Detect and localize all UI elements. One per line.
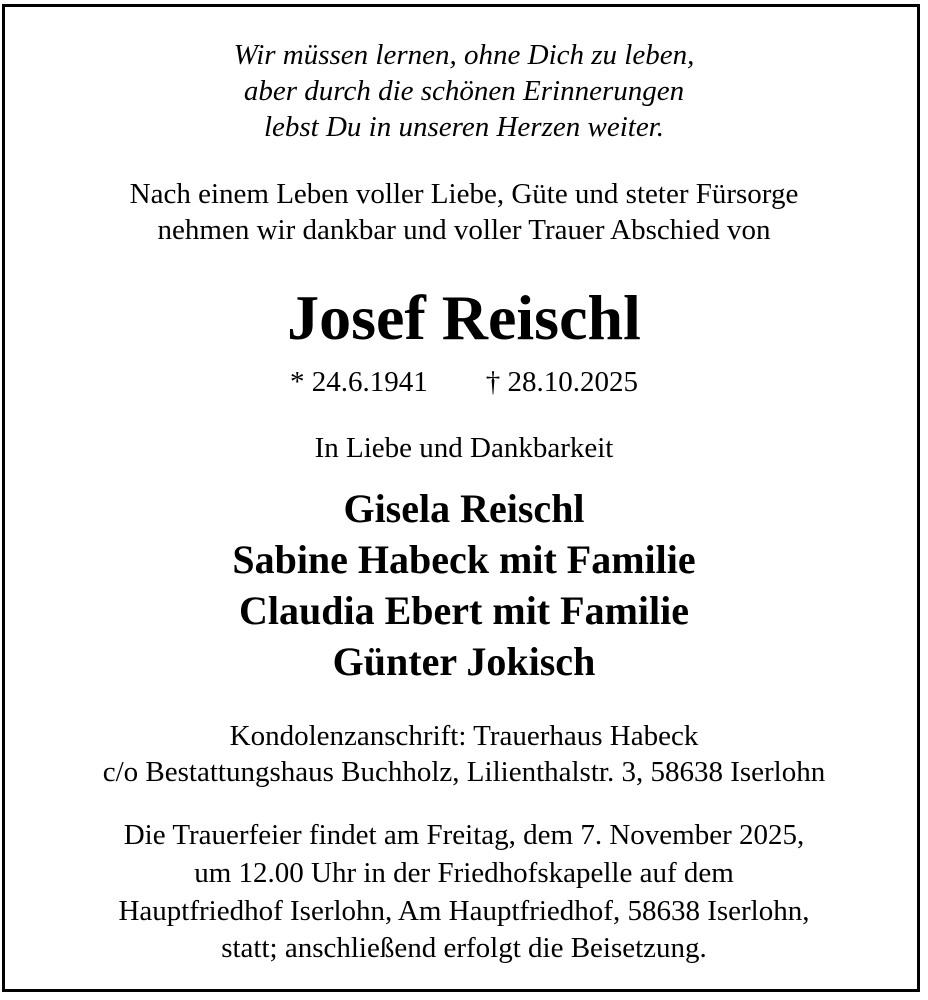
funeral-line-3: Hauptfriedhof Iserlohn, Am Hauptfriedhof, 58638 Iserlohn, <box>118 895 810 927</box>
condolence-line-2: c/o Bestattungshaus Buchholz, Lilienthalstr. 3, 58638 Iserlohn <box>102 756 826 788</box>
deceased-name: Josef Reischl <box>287 282 641 353</box>
birth-date: * 24.6.1941 <box>290 366 428 398</box>
gratitude-line: In Liebe und Dankbarkeit <box>314 432 614 464</box>
condolence-line-1: Kondolenzanschrift: Trauerhaus Habeck <box>229 720 699 752</box>
motto-line-2: aber durch die schönen Erinnerungen <box>243 75 685 107</box>
intro-line-1: Nach einem Leben voller Liebe, Güte und steter Fürsorge <box>129 178 799 210</box>
life-dates <box>0 364 928 400</box>
intro-line-2: nehmen wir dankbar und voller Trauer Abschied von <box>157 214 771 246</box>
mourner-3: Claudia Ebert mit Familie <box>239 588 689 633</box>
motto-line-3: lebst Du in unseren Herzen weiter. <box>263 111 665 143</box>
death-date: † 28.10.2025 <box>485 366 638 398</box>
funeral-line-1: Die Trauerfeier findet am Freitag, dem 7. November 2025, <box>123 819 805 851</box>
mourner-4: Günter Jokisch <box>332 639 596 684</box>
motto-line-1: Wir müssen lernen, ohne Dich zu leben, <box>233 39 695 71</box>
mourner-1: Gisela Reischl <box>343 486 585 531</box>
funeral-line-2: um 12.00 Uhr in der Friedhofskapelle auf dem <box>194 857 734 889</box>
funeral-line-4: statt; anschließend erfolgt die Beisetzung. <box>221 932 707 964</box>
mourner-2: Sabine Habeck mit Familie <box>232 537 696 582</box>
